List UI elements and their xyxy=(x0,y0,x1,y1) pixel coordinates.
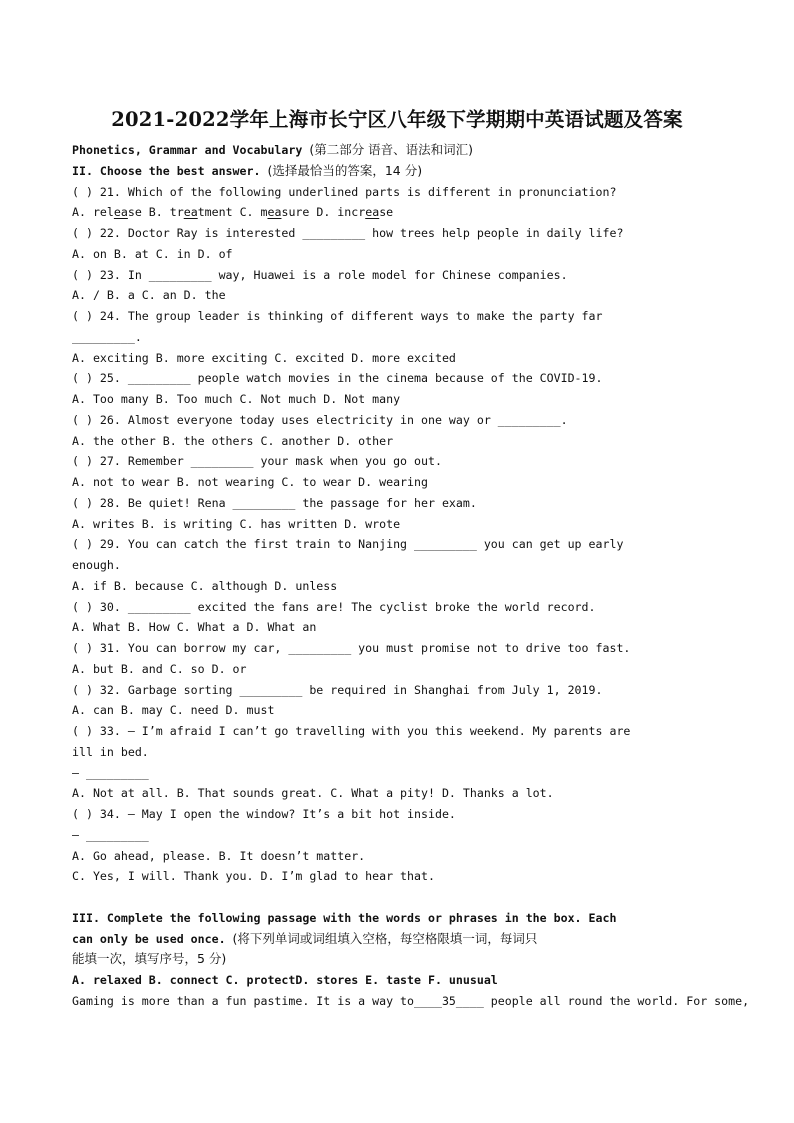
word-box: A. relaxed B. connect C. protectD. stores E. taste F. unusual xyxy=(72,973,498,987)
question-32-stem: ( ) 32. Garbage sorting _________ be required in Shanghai from July 1, 2019. xyxy=(72,682,603,697)
question-33-reply: — _________ xyxy=(72,765,149,780)
question-29-options: A. if B. because C. although D. unless xyxy=(72,578,338,593)
underlined-part: ea xyxy=(113,205,128,220)
question-23-stem: ( ) 23. In _________ way, Huawei is a role model for Chinese companies. xyxy=(72,267,568,282)
underlined-part: ea xyxy=(267,205,282,220)
question-21-options xyxy=(72,202,752,223)
question-28-stem: ( ) 28. Be quiet! Rena _________ the passage for her exam. xyxy=(72,495,477,510)
spacer xyxy=(72,887,752,908)
question-30-stem: ( ) 30. _________ excited the fans are! The cyclist broke the world record. xyxy=(72,599,596,614)
section-header-zh: (第二部分 语音、语法和词汇) xyxy=(309,142,474,157)
question-30-options: A. What B. How C. What a D. What an xyxy=(72,620,317,635)
option-text: D. incr xyxy=(309,205,366,220)
question-32-options: A. can B. may C. need D. must xyxy=(72,703,275,718)
question-33-stem: ( ) 33. — I’m afraid I can’t go travelling with you this weekend. My parents are xyxy=(72,724,631,738)
question-26-stem: ( ) 26. Almost everyone today uses electricity in one way or _________. xyxy=(72,412,568,427)
question-31-options: A. but B. and C. so D. or xyxy=(72,661,247,676)
question-28-options: A. writes B. is writing C. has written D. wrote xyxy=(72,516,401,531)
part3-heading-zh: (将下列单词或词组填入空格，每空格限填一词，每词只 xyxy=(232,930,538,946)
option-text: B. tr xyxy=(141,205,184,220)
part2-heading-en: II. Choose the best answer. xyxy=(72,163,261,178)
option-text: C. m xyxy=(232,205,268,220)
passage-line-1: Gaming is more than a fun pastime. It is a way to____35____ people all round the world. For some, xyxy=(72,993,750,1008)
part2-heading xyxy=(72,161,752,182)
option-text: tment xyxy=(197,205,233,220)
page-title: 2021-2022学年上海市长宁区八年级下学期期中英语试题及答案 xyxy=(111,108,683,131)
part3-heading-en: can only be used once. xyxy=(72,931,226,946)
question-34-options-2: C. Yes, I will. Thank you. D. I’m glad to hear that. xyxy=(72,869,435,884)
question-31-stem: ( ) 31. You can borrow my car, _________ you must promise not to drive too fast. xyxy=(72,641,631,655)
question-26-options: A. the other B. the others C. another D. other xyxy=(72,433,394,448)
section-header-en: Phonetics, Grammar and Vocabulary xyxy=(72,143,303,157)
question-25-stem: ( ) 25. _________ people watch movies in the cinema because of the COVID-19. xyxy=(72,371,603,386)
exam-content xyxy=(72,140,752,1012)
option-text: se xyxy=(379,205,394,220)
option-text: A. rel xyxy=(72,205,114,220)
part3-heading-2 xyxy=(72,929,752,950)
question-27-options: A. not to wear B. not wearing C. to wear D. wearing xyxy=(72,475,428,489)
part3-heading-1: III. Complete the following passage with the words or phrases in the box. Each xyxy=(72,910,617,925)
question-27-stem: ( ) 27. Remember _________ your mask when you go out. xyxy=(72,454,442,469)
question-34-options-1: A. Go ahead, please. B. It doesn’t matter. xyxy=(72,848,366,863)
question-21-stem: ( ) 21. Which of the following underlined parts is different in pronunciation? xyxy=(72,184,617,199)
option-text: se xyxy=(127,205,142,220)
question-33-options: A. Not at all. B. That sounds great. C. What a pity! D. Thanks a lot. xyxy=(72,786,554,801)
underlined-part: ea xyxy=(183,205,198,220)
question-34-reply: — _________ xyxy=(72,827,149,842)
option-text: sure xyxy=(281,205,310,220)
question-22-stem: ( ) 22. Doctor Ray is interested _________ how trees help people in daily life? xyxy=(72,226,624,240)
question-33-stem-cont: ill in bed. xyxy=(72,744,149,759)
question-24-stem-cont: _________. xyxy=(72,329,142,344)
question-34-stem: ( ) 34. — May I open the window? It’s a bit hot inside. xyxy=(72,807,456,821)
part2-heading-zh: (选择最恰当的答案，14 分) xyxy=(267,162,423,178)
underlined-part: ea xyxy=(365,205,380,220)
question-25-options: A. Too many B. Too much C. Not much D. Not many xyxy=(72,392,401,406)
question-29-stem: ( ) 29. You can catch the first train to Nanjing _________ you can get up early xyxy=(72,537,624,552)
question-24-options: A. exciting B. more exciting C. excited D. more excited xyxy=(72,350,456,365)
question-22-options: A. on B. at C. in D. of xyxy=(72,246,233,261)
question-23-options: A. / B. a C. an D. the xyxy=(72,288,226,303)
part3-heading-3: 能填一次，填写序号，5 分) xyxy=(72,951,227,967)
question-24-stem: ( ) 24. The group leader is thinking of different ways to make the party far xyxy=(72,309,603,323)
question-29-stem-cont: enough. xyxy=(72,558,121,572)
section-header xyxy=(72,140,752,161)
